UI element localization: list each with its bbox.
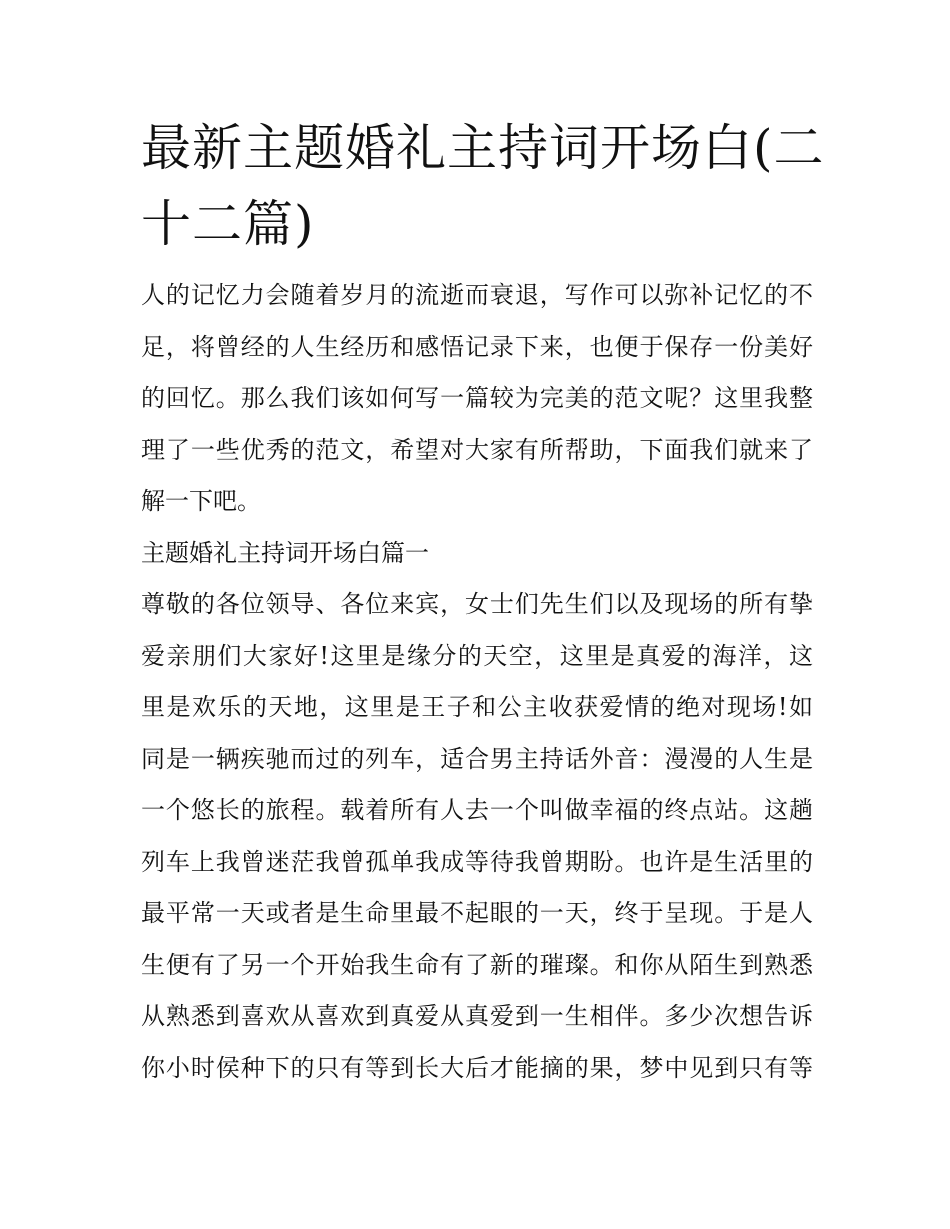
document-title <box>141 110 825 262</box>
document-page <box>141 110 825 1094</box>
text-line: 从熟悉到喜欢从喜欢到真爱从真爱到一生相伴。多少次想告诉 <box>141 1002 813 1030</box>
text-line: 的回忆。那么我们该如何写一篇较为完美的范文呢？这里我整 <box>141 384 813 412</box>
title-line: 最新主题婚礼主持词开场白(二 <box>141 119 825 177</box>
section-heading-text: 主题婚礼主持词开场白篇一 <box>141 538 429 567</box>
text-line: 理了一些优秀的范文，希望对大家有所帮助，下面我们就来了 <box>141 435 813 464</box>
text-line: 尊敬的各位领导、各位来宾，女士们先生们以及现场的所有挚 <box>141 590 813 618</box>
text-line: 生便有了另一个开始我生命有了新的璀璨。和你从陌生到熟悉 <box>141 950 813 979</box>
section-heading <box>141 528 813 580</box>
intro-paragraph <box>141 270 813 528</box>
text-line: 一个悠长的旅程。载着所有人去一个叫做幸福的终点站。这趟 <box>141 796 813 824</box>
text-line: 解一下吧。 <box>141 487 261 515</box>
title-line: 十二篇) <box>141 195 315 253</box>
text-line: 爱亲朋们大家好!这里是缘分的天空，这里是真爱的海洋，这 <box>141 641 813 670</box>
text-line: 人的记忆力会随着岁月的流逝而衰退，写作可以弥补记忆的不 <box>141 281 813 309</box>
text-line: 足，将曾经的人生经历和感悟记录下来，也便于保存一份美好 <box>141 332 813 361</box>
document-body <box>141 270 813 1094</box>
text-line: 最平常一天或者是生命里最不起眼的一天，终于呈现。于是人 <box>141 899 813 927</box>
text-line: 里是欢乐的天地，这里是王子和公主收获爱情的绝对现场!如 <box>141 693 813 721</box>
text-line: 你小时侯种下的只有等到长大后才能摘的果，梦中见到只有等 <box>141 1053 813 1082</box>
section-paragraph <box>141 579 813 1094</box>
text-line: 同是一辆疾驰而过的列车，适合男主持话外音：漫漫的人生是 <box>141 744 813 773</box>
text-line: 列车上我曾迷茫我曾孤单我成等待我曾期盼。也许是生活里的 <box>141 847 813 876</box>
